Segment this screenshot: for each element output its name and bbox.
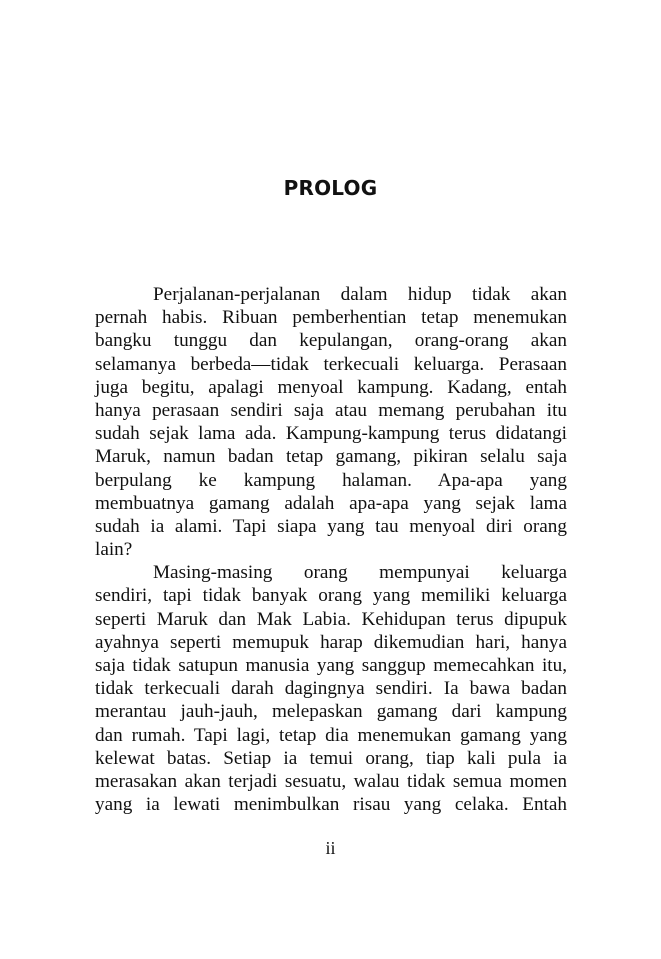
text-line: kelewat batas. Setiap ia temui orang, tiap kali pula ia xyxy=(95,747,567,769)
text-line: ayahnya seperti memupuk harap dikemudian hari, hanya xyxy=(95,631,567,653)
text-line: hanya perasaan sendiri saja atau memang perubahan itu xyxy=(95,399,567,421)
text-line: sudah ia alami. Tapi siapa yang tau menyoal diri orang xyxy=(95,515,567,537)
page-number: ii xyxy=(325,838,336,858)
text-line: sendiri, tapi tidak banyak orang yang memiliki keluarga xyxy=(95,585,567,607)
text-line: Masing-masing orang mempunyai keluarga xyxy=(153,562,567,584)
text-line: saja tidak satupun manusia yang sanggup memecahkan itu, xyxy=(95,655,567,676)
text-line: seperti Maruk dan Mak Labia. Kehidupan terus dipupuk xyxy=(95,608,567,630)
text-line: sudah sejak lama ada. Kampung-kampung terus didatangi xyxy=(95,423,567,445)
text-line: yang ia lewati menimbulkan risau yang celaka. Entah xyxy=(95,794,567,816)
text-line: pernah habis. Ribuan pemberhentian tetap menemukan xyxy=(95,307,567,329)
text-line: bangku tunggu dan kepulangan, orang-orang akan xyxy=(95,330,567,352)
text-line: dan rumah. Tapi lagi, tetap dia menemukan gamang yang xyxy=(95,724,567,746)
paragraph xyxy=(95,283,567,561)
paragraph xyxy=(95,561,567,816)
text-line: juga begitu, apalagi menyoal kampung. Kadang, entah xyxy=(95,376,567,398)
text-line: tidak terkecuali darah dagingnya sendiri. Ia bawa badan xyxy=(95,678,567,700)
text-line: merantau jauh-jauh, melepaskan gamang dari kampung xyxy=(95,701,567,723)
text-line: Maruk, namun badan tetap gamang, pikiran selalu saja xyxy=(95,446,567,468)
text-line: berpulang ke kampung halaman. Apa-apa yang xyxy=(95,469,567,491)
text-line: selamanya berbeda—tidak terkecuali keluarga. Perasaan xyxy=(95,353,567,375)
text-line: merasakan akan terjadi sesuatu, walau tidak semua momen xyxy=(95,770,567,792)
text-line: lain? xyxy=(95,539,133,561)
page-title: PROLOG xyxy=(283,176,378,200)
body-text xyxy=(95,283,567,816)
text-line: membuatnya gamang adalah apa-apa yang sejak lama xyxy=(95,492,567,514)
text-line: Perjalanan-perjalanan dalam hidup tidak akan xyxy=(153,284,567,305)
